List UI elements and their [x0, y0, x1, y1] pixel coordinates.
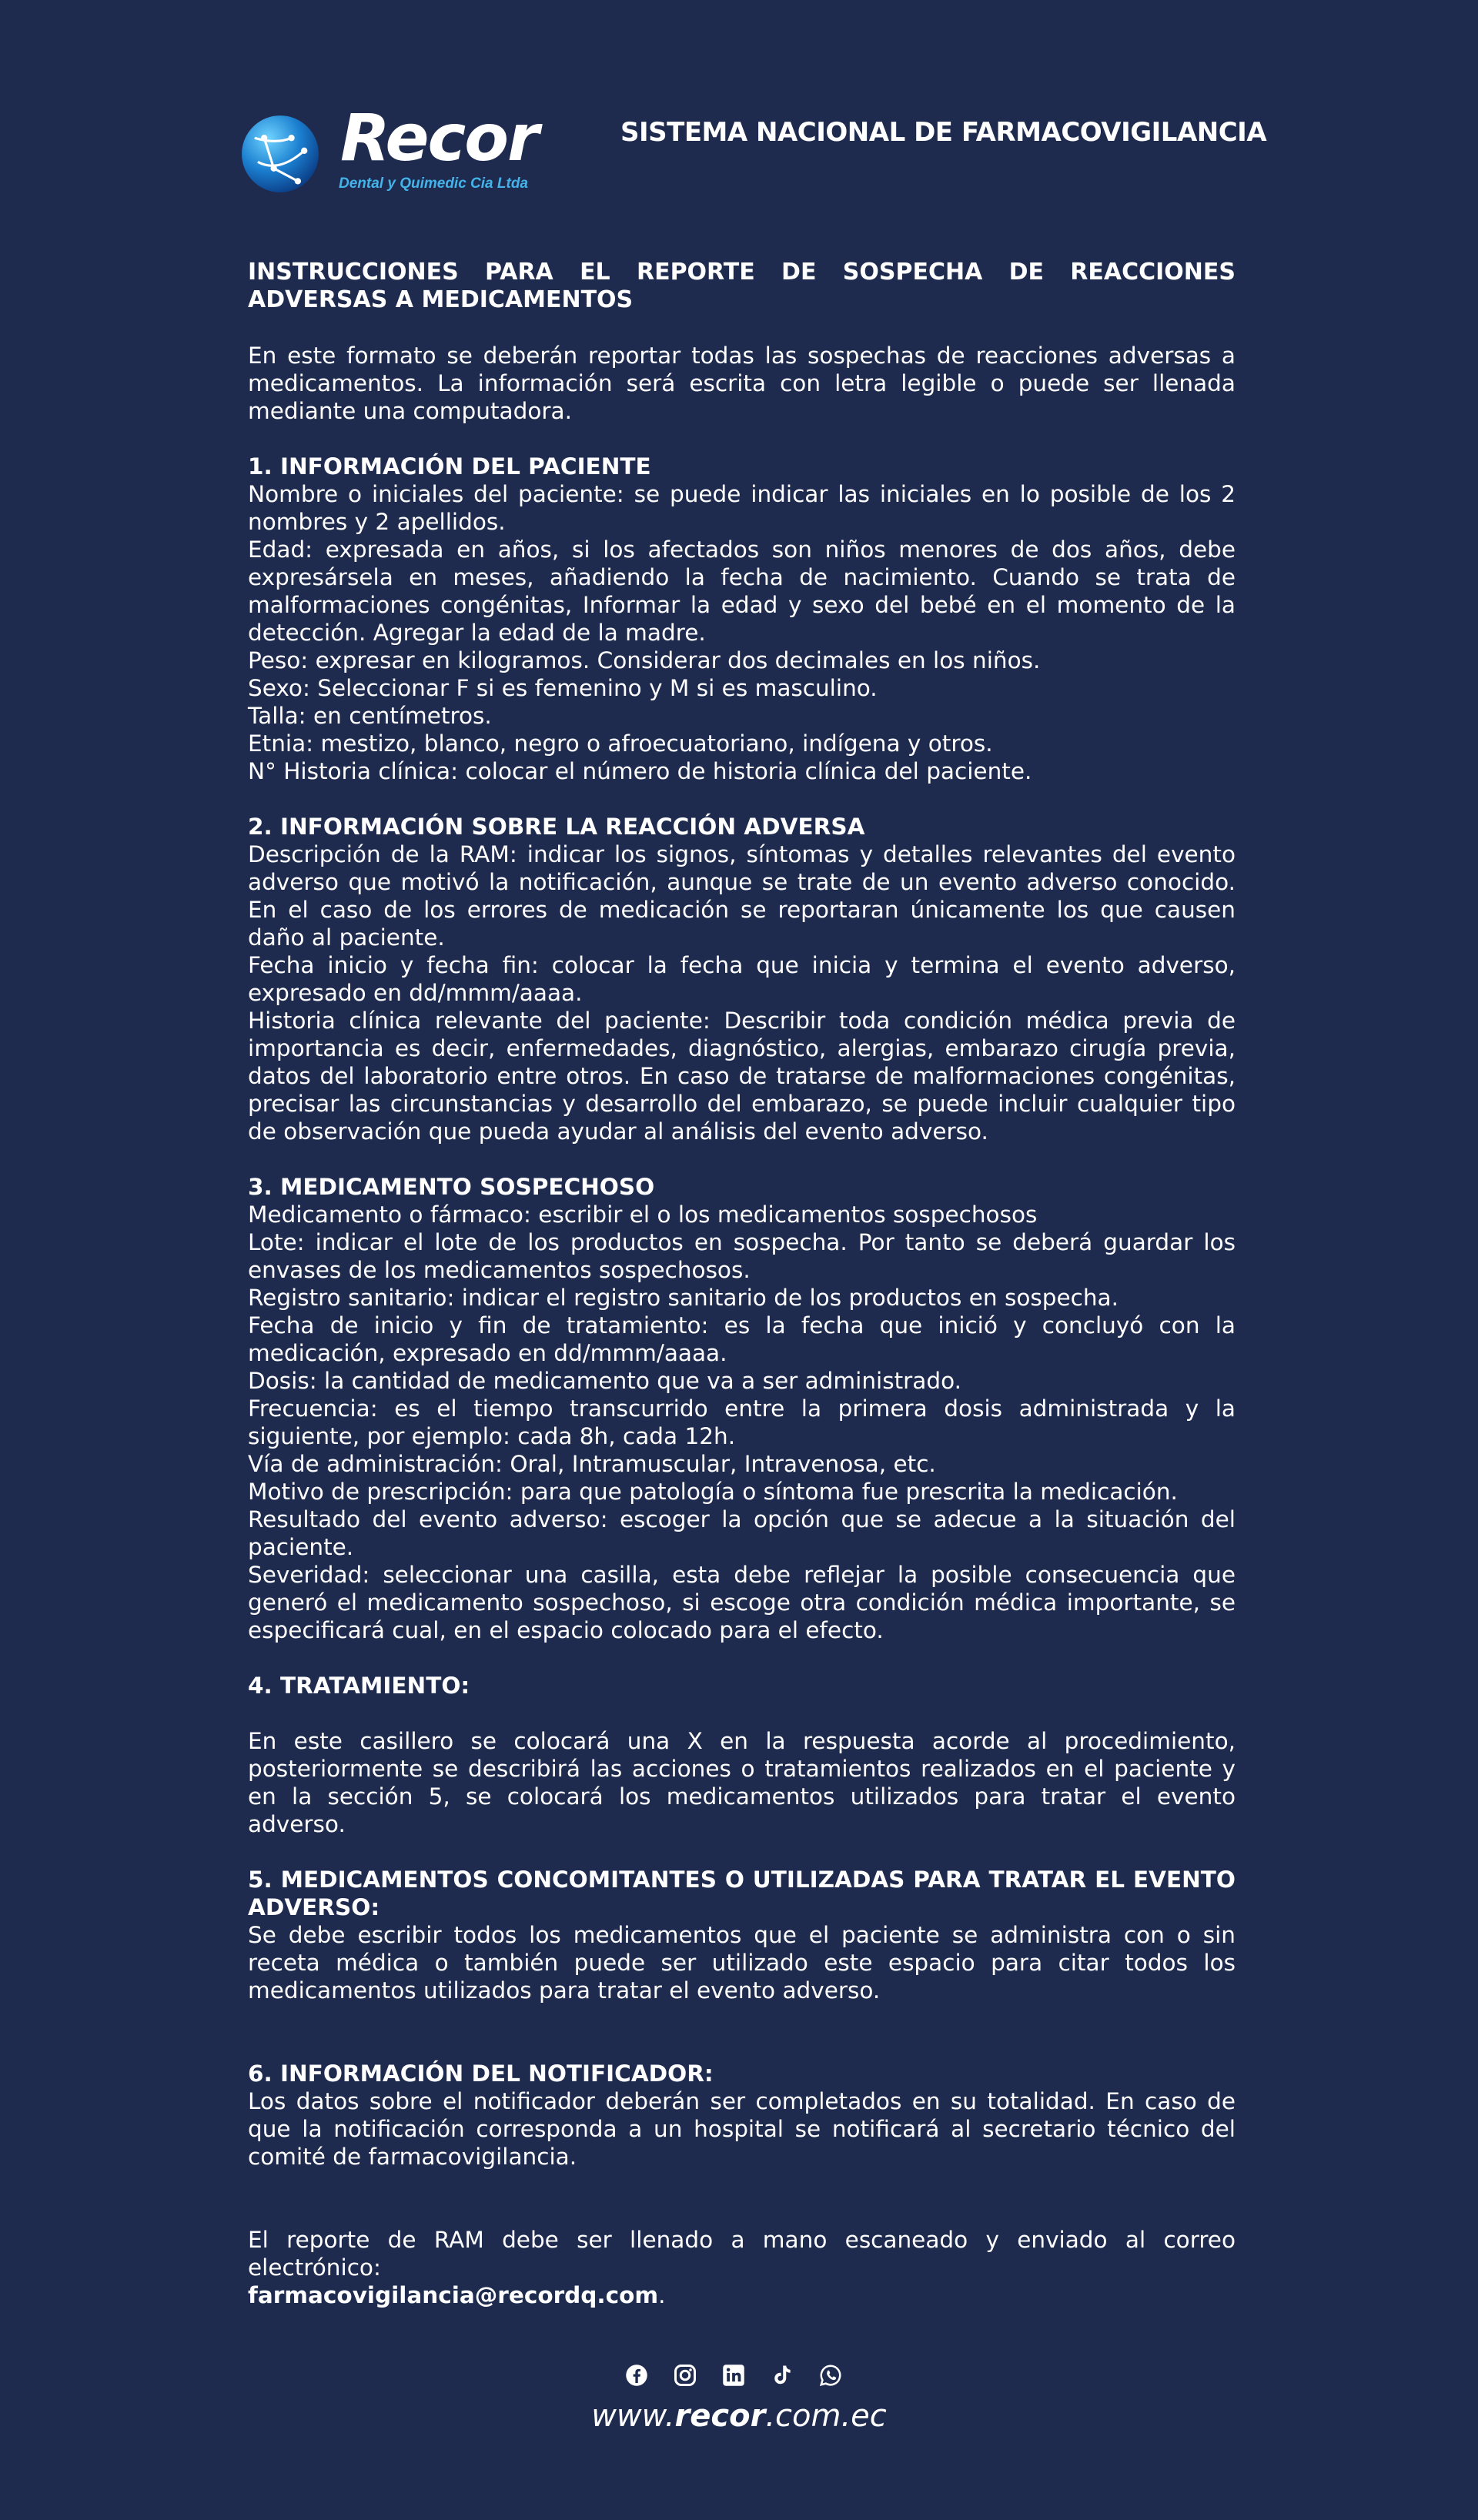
section-1-line: Nombre o iniciales del paciente: se puede indicar las iniciales en lo posible de los 2 nombres y 2 apellidos.: [248, 481, 1236, 535]
whatsapp-icon[interactable]: [819, 2364, 842, 2387]
footer: [0, 2355, 1478, 2448]
section-3-line: Frecuencia: es el tiempo transcurrido entre la primera dosis administrada y la siguiente, por ejemplo: cada 8h, cada 12h.: [248, 1395, 1236, 1449]
section-3-line: Lote: indicar el lote de los productos en sospecha. Por tanto se deberá guardar los envases de los medicamentos sospechosos.: [248, 1229, 1236, 1283]
section-5-text: Se debe escribir todos los medicamentos que el paciente se administra con o sin receta médica o también puede ser utilizado este espacio para citar todos los medicamentos utilizados para tratar el evento adverso.: [248, 1922, 1236, 2004]
header: [240, 100, 1267, 194]
facebook-icon[interactable]: [625, 2364, 648, 2387]
section-6-title: 6. INFORMACIÓN DEL NOTIFICADOR:: [248, 2060, 714, 2087]
closing-text: El reporte de RAM debe ser llenado a mano escaneado y enviado al correo electrónico:: [248, 2227, 1236, 2281]
section-4-text: En este casillero se colocará una X en la respuesta acorde al procedimiento, posteriormente se describirá las acciones o tratamientos realizados en el paciente y en la sección 5, se colocará los medicamentos utilizados para tratar el evento adverso.: [248, 1728, 1236, 1837]
section-3-line: Resultado del evento adverso: escoger la opción que se adecue a la situación del paciente.: [248, 1506, 1236, 1560]
section-5-title: 5. MEDICAMENTOS CONCOMITANTES O UTILIZADAS PARA TRATAR EL EVENTO ADVERSO:: [248, 1867, 1236, 1920]
closing-period: .: [658, 2282, 666, 2308]
globe-icon: [240, 114, 320, 194]
website-brand: recor: [674, 2398, 766, 2434]
intro-paragraph: En este formato se deberán reportar todas las sospechas de reacciones adversas a medicamentos. La información será escrita con letra legible o puede ser llenada mediante una computadora.: [248, 343, 1236, 424]
section-3-line: Vía de administración: Oral, Intramuscular, Intravenosa, etc.: [248, 1451, 936, 1477]
section-6-text: Los datos sobre el notificador deberán ser completados en su totalidad. En caso de que la notificación corresponda a un hospital se notificará al secretario técnico del comité de farmacovigilancia.: [248, 2088, 1236, 2170]
document-body: [248, 259, 1236, 2309]
instagram-icon[interactable]: [674, 2364, 697, 2387]
section-3-title: 3. MEDICAMENTO SOSPECHOSO: [248, 1174, 655, 1200]
section-3-line: Motivo de prescripción: para que patología o síntoma fue prescrita la medicación.: [248, 1479, 1178, 1505]
tiktok-icon[interactable]: [771, 2364, 794, 2387]
section-1-line: Etnia: mestizo, blanco, negro o afroecuatoriano, indígena y otros.: [248, 730, 993, 757]
section-3-line: Fecha de inicio y fin de tratamiento: es la fecha que inició y concluyó con la medicación, expresado en dd/mmm/aaaa.: [248, 1312, 1236, 1366]
linkedin-icon[interactable]: [722, 2364, 745, 2387]
closing-paragraph: [248, 2226, 1236, 2309]
section-1-line: N° Historia clínica: colocar el número de historia clínica del paciente.: [248, 758, 1032, 784]
section-2-line: Fecha inicio y fecha fin: colocar la fecha que inicia y termina el evento adverso, expresado en dd/mmm/aaaa.: [248, 952, 1236, 1006]
section-1-line: Sexo: Seleccionar F si es femenino y M si es masculino.: [248, 675, 878, 701]
section-1-line: Talla: en centímetros.: [248, 703, 492, 729]
brand-logo: [240, 100, 548, 192]
website-link[interactable]: [0, 2398, 1478, 2434]
section-1-line: Peso: expresar en kilogramos. Considerar dos decimales en los niños.: [248, 647, 1041, 673]
section-3-line: Severidad: seleccionar una casilla, esta debe reflejar la posible consecuencia que generó el medicamento sospechoso, si escoge otra condición médica importante, se especificará cual, en el espacio colocado para el efecto.: [248, 1562, 1236, 1643]
social-links: [625, 2361, 856, 2389]
section-2-title: 2. INFORMACIÓN SOBRE LA REACCIÓN ADVERSA: [248, 814, 865, 840]
website-prefix: www.: [591, 2398, 675, 2434]
section-2-line: Historia clínica relevante del paciente: Describir toda condición médica previa de importancia es decir, enfermedades, diagnóstico, alergias, embarazo cirugía previa, datos del laboratorio entre otros. En caso de tratarse de malformaciones congénitas, precisar las circunstancias y desarrollo del embarazo, se puede incluir cualquier tipo de observación que pueda ayudar al análisis del evento adverso.: [248, 1008, 1236, 1145]
system-title: SISTEMA NACIONAL DE FARMACOVIGILANCIA: [620, 117, 1267, 148]
logo-wordmark: Recor: [340, 100, 538, 175]
section-1-title: 1. INFORMACIÓN DEL PACIENTE: [248, 453, 651, 480]
document-title: INSTRUCCIONES PARA EL REPORTE DE SOSPECHA DE REACCIONES ADVERSAS A MEDICAMENTOS: [248, 259, 1236, 313]
section-1-line: Edad: expresada en años, si los afectados son niños menores de dos años, debe expresársela en meses, añadiendo la fecha de nacimiento. Cuando se trata de malformaciones congénitas, Informar la edad y sexo del bebé en el momento de la detección. Agregar la edad de la madre.: [248, 536, 1236, 646]
section-3-line: Registro sanitario: indicar el registro sanitario de los productos en sospecha.: [248, 1285, 1119, 1311]
contact-email[interactable]: farmacovigilancia@recordq.com: [248, 2282, 659, 2308]
logo-tagline: Dental y Quimedic Cia Ltda: [339, 175, 528, 192]
section-3-line: Medicamento o fármaco: escribir el o los medicamentos sospechosos: [248, 1202, 1038, 1228]
section-4-title: 4. TRATAMIENTO:: [248, 1673, 470, 1699]
section-3-line: Dosis: la cantidad de medicamento que va a ser administrado.: [248, 1368, 962, 1394]
website-suffix: .com.ec: [765, 2398, 887, 2434]
section-2-line: Descripción de la RAM: indicar los signos, síntomas y detalles relevantes del evento adverso que motivó la notificación, aunque se trate de un evento adverso conocido. En el caso de los errores de medicación se reportaran únicamente los que causen daño al paciente.: [248, 841, 1236, 951]
